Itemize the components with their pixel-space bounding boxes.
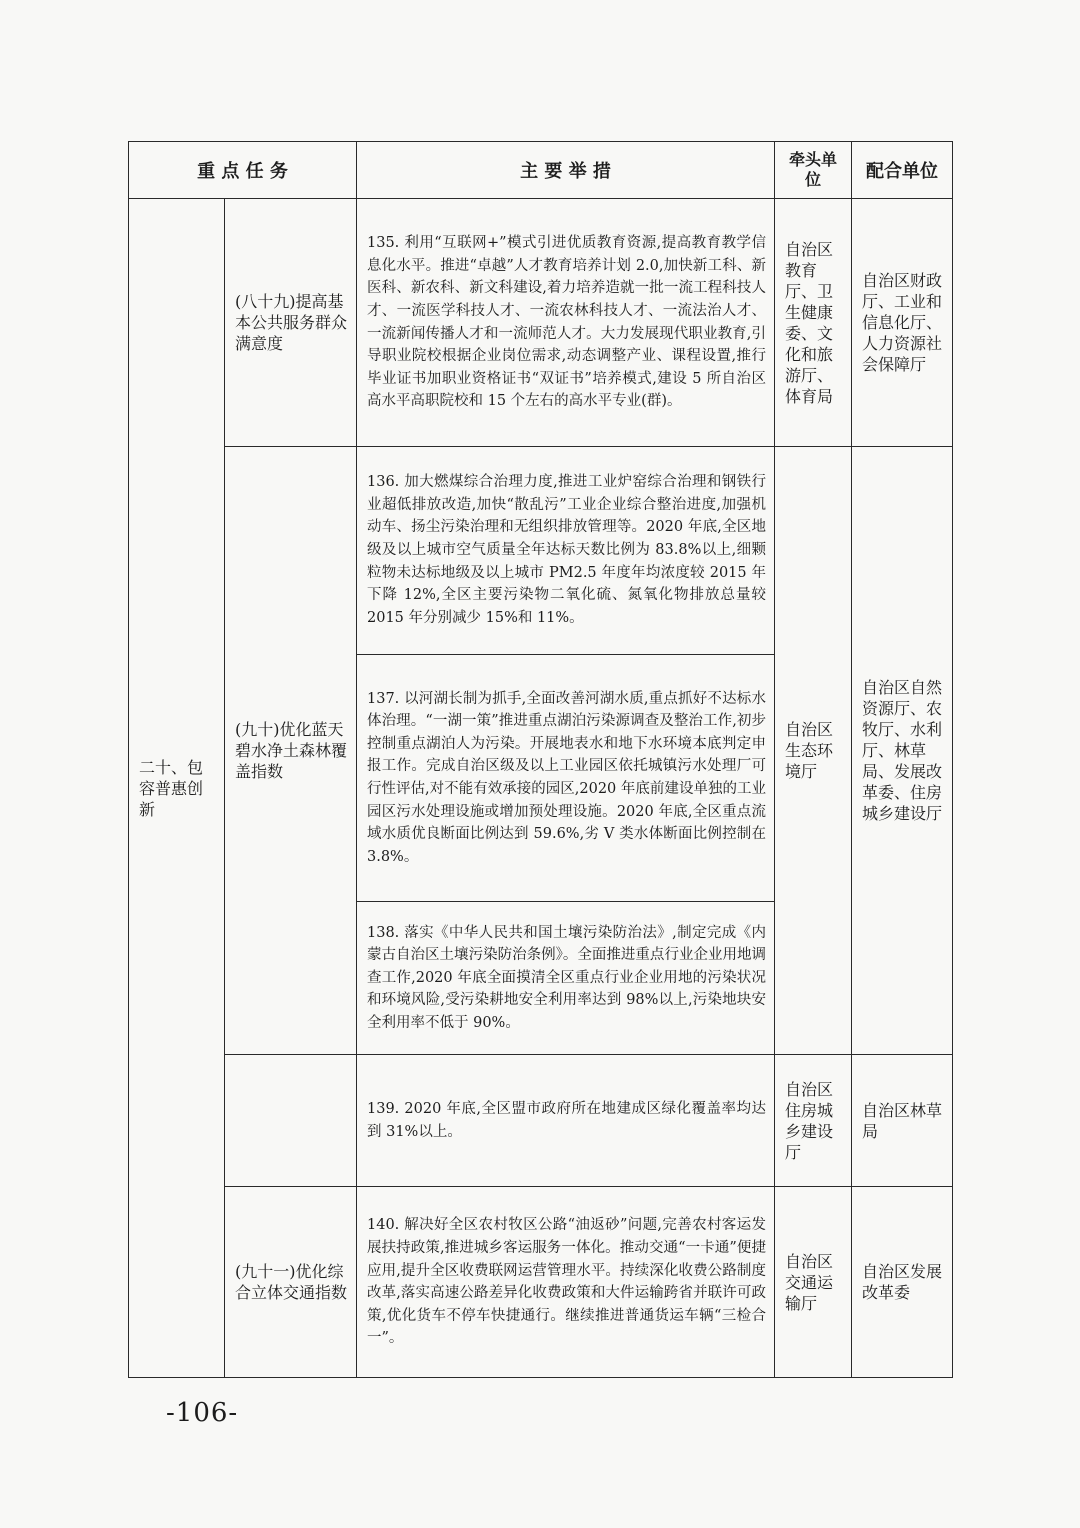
measure-cell: 135. 利用“互联网+”模式引进优质教育资源,提高教育教学信息化水平。推进“卓越”人才教育培养计划 2.0,加快新工科、新医科、新农科、新文科建设,着力培养造就一批一流工程科技人才、一流医学科技人才、一流农林科技人才、一流法治人才、一流新闻传播人才和一流师范人才。大力发展现代职业教育,引导职业院校根据企业岗位需求,动态调整产业、课程设置,推行毕业证书加职业资格证书“双证书”培养模式,建设 5 所自治区高水平高职院校和 15 个左右的高水平专业(群)。 bbox=[357, 199, 775, 447]
measure-cell: 138. 落实《中华人民共和国土壤污染防治法》,制定完成《内蒙古自治区土壤污染防治条例》。全面推进重点行业企业用地调查工作,2020 年底全面摸清全区重点行业企业用地的污染状况和环境风险,受污染耕地安全利用率达到 98%以上,污染地块安全利用率不低于 90%。 bbox=[357, 902, 775, 1054]
table-row bbox=[129, 1054, 953, 1186]
coop-unit-cell: 自治区财政厅、工业和信息化厅、人力资源社会保障厅 bbox=[852, 199, 953, 447]
subtask-cell: (九十一)优化综合立体交通指数 bbox=[225, 1187, 357, 1378]
measure-cell: 136. 加大燃煤综合治理力度,推进工业炉窑综合治理和钢铁行业超低排放改造,加快“散乱污”工业企业综合整治进度,加强机动车、扬尘污染治理和无组织排放管理等。2020 年底,全区地级及以上城市空气质量全年达标天数比例为 83.8%以上,细颗粒物未达标地级及以上城市 PM2.5 年度年均浓度较 2015 年下降 12%,全区主要污染物二氧化硫、氮氧化物排放总量较 2015 年分别减少 15%和 11%。 bbox=[357, 446, 775, 654]
measure-cell: 140. 解决好全区农村牧区公路“油返砂”问题,完善农村客运发展扶持政策,推进城乡客运服务一体化。推动交通“一卡通”便捷应用,提升全区收费联网运营管理水平。持续深化收费公路制度改革,落实高速公路差异化收费政策和大件运输跨省并联许可政策,优化货车不停车快捷通行。继续推进普通货运车辆“三检合一”。 bbox=[357, 1187, 775, 1378]
subtask-cell bbox=[225, 1054, 357, 1186]
task-cell: 二十、包容普惠创新 bbox=[129, 199, 225, 1378]
header-task: 重 点 任 务 bbox=[129, 142, 357, 199]
lead-unit-cell: 自治区生态环境厅 bbox=[775, 446, 852, 1054]
table-row bbox=[129, 446, 953, 654]
coop-unit-cell: 自治区林草局 bbox=[852, 1054, 953, 1186]
measure-cell: 137. 以河湖长制为抓手,全面改善河湖水质,重点抓好不达标水体治理。“一湖一策”推进重点湖泊污染源调查及整治工作,初步控制重点湖泊人为污染。开展地表水和地下水环境本底判定申报工作。完成自治区级及以上工业园区依托城镇污水处理厂可行性评估,对不能有效承接的园区,2020 年底前建设单独的工业园区污水处理设施或增加预处理设施。2020 年底,全区重点流域水质优良断面比例达到 59.6%,劣 V 类水体断面比例控制在 3.8%。 bbox=[357, 654, 775, 902]
table-row bbox=[129, 199, 953, 447]
page-number: -106- bbox=[166, 1398, 239, 1428]
task-table bbox=[128, 141, 953, 1378]
lead-unit-cell: 自治区住房城乡建设厅 bbox=[775, 1054, 852, 1186]
subtask-cell: (八十九)提高基本公共服务群众满意度 bbox=[225, 199, 357, 447]
header-lead: 牵头单位 bbox=[775, 142, 852, 199]
header-coop: 配合单位 bbox=[852, 142, 953, 199]
coop-unit-cell: 自治区发展改革委 bbox=[852, 1187, 953, 1378]
lead-unit-cell: 自治区教育厅、卫生健康委、文化和旅游厅、体育局 bbox=[775, 199, 852, 447]
table-row bbox=[129, 1187, 953, 1378]
table-header-row bbox=[129, 142, 953, 199]
header-measures: 主 要 举 措 bbox=[357, 142, 775, 199]
subtask-cell: (九十)优化蓝天碧水净土森林覆盖指数 bbox=[225, 446, 357, 1054]
lead-unit-cell: 自治区交通运输厅 bbox=[775, 1187, 852, 1378]
measure-cell: 139. 2020 年底,全区盟市政府所在地建成区绿化覆盖率均达到 31%以上。 bbox=[357, 1054, 775, 1186]
coop-unit-cell: 自治区自然资源厅、农牧厅、水利厅、林草局、发展改革委、住房城乡建设厅 bbox=[852, 446, 953, 1054]
